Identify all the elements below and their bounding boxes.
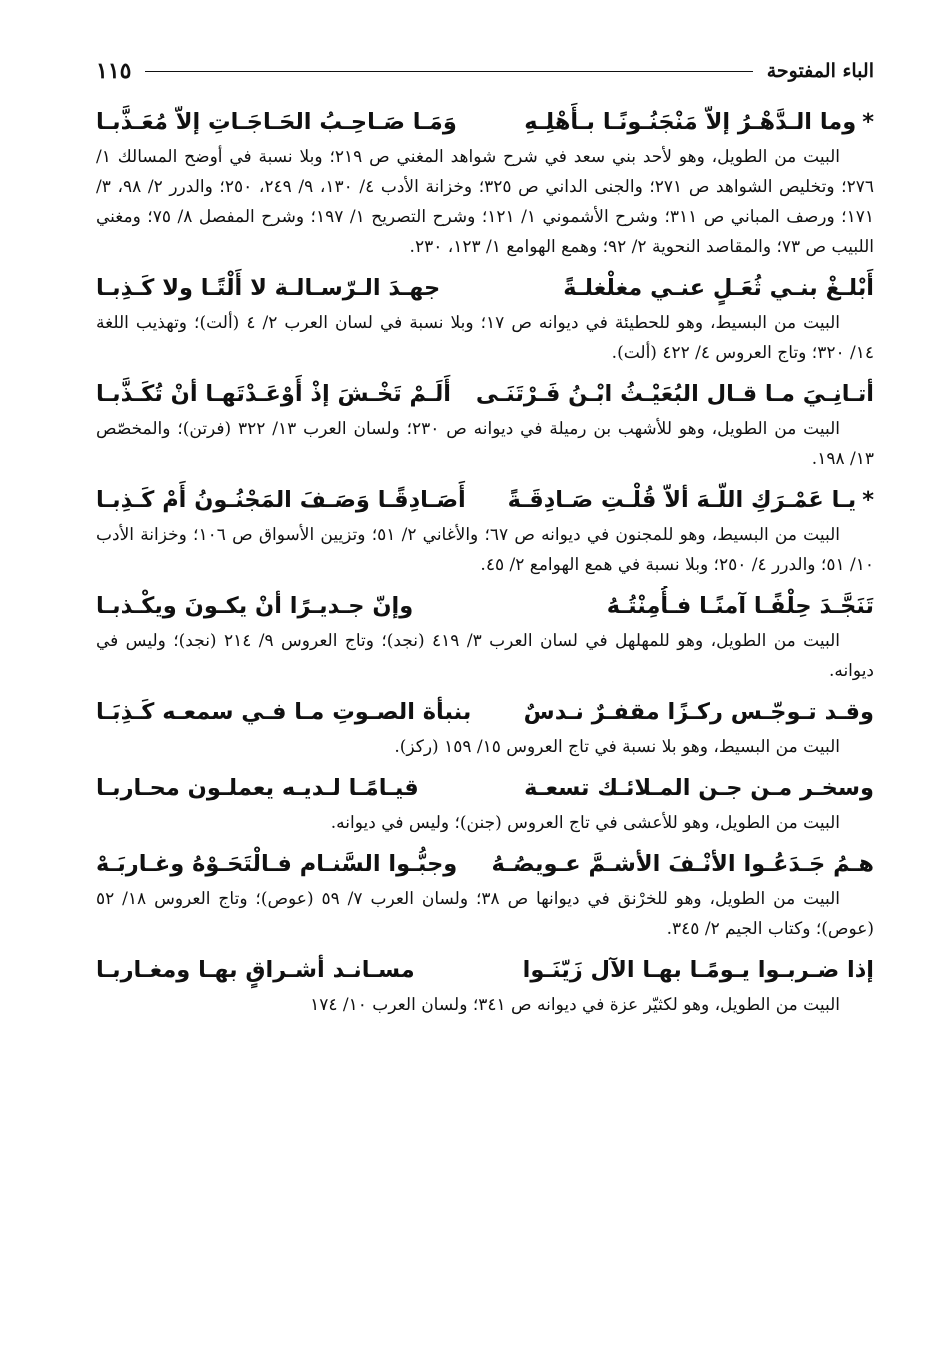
verse-entry (96, 950, 874, 1020)
attribution-note: البيت من البسيط، وهو للمجنون في ديوانه ص ٦٧؛ والأغاني ٢/ ٥١؛ وتزيين الأسواق ص ١٠٦؛ وخزانة الأدب ١٠/ ٥١؛ والدرر ٤/ ٢٥٠؛ وبلا نسبة في همع الهوامع ٢/ ٤٥. (96, 525, 874, 575)
verse-entry (96, 586, 874, 686)
section-title: الباء المفتوحة (766, 60, 874, 82)
first-hemistich-wrap (524, 692, 874, 732)
attribution-note: البيت من الطويل، وهو للأعشى في تاج العروس (جنن)؛ وليس في ديوانه. (330, 813, 840, 833)
verse-entries (96, 102, 874, 1026)
second-hemistich: وإنّ جـديـرًا أنْ يكـونَ ويكْـذبـا (96, 593, 414, 619)
first-hemistich: وسخـر مـن جـن المـلائـك تسعـة (524, 775, 874, 801)
verse-line (96, 374, 874, 414)
asterisk-icon: * (862, 109, 874, 135)
verse-line (96, 268, 874, 308)
verse-entry (96, 374, 874, 474)
verse-line (96, 692, 874, 732)
asterisk-icon: * (862, 487, 874, 513)
first-hemistich: وقـد تـوجّـس ركـزًا مقفـرٌ نـدسٌ (523, 699, 874, 725)
header-rule (145, 71, 752, 72)
first-hemistich-wrap (524, 102, 874, 142)
attribution-note: البيت من البسيط، وهو بلا نسبة في تاج العروس ١٥/ ١٥٩ (ركز). (394, 737, 840, 757)
second-hemistich: أَصَـادِقًـا وَصَـفَ المَجْنُـونُ أَمْ كَـذِبـا (96, 487, 466, 513)
first-hemistich-wrap (607, 586, 874, 626)
second-hemistich: أَلَـمْ تَخْـشَ إذْ أَوْعَـدْتَهـا أنْ تُكَـذَّبـا (96, 381, 452, 407)
attribution-note: البيت من الطويل، وهو للأشهب بن رميلة في ديوانه ص ٢٣٠؛ ولسان العرب ١٣/ ٣٢٢ (فرتن)؛ والمخصّص ١٣/ ١٩٨. (96, 419, 874, 469)
first-hemistich: يـا عَمْـرَكِ اللّـهَ ألاّ قُلْـتِ صَـادِقَـةً (507, 487, 857, 513)
verse-line (96, 480, 874, 520)
first-hemistich: تَنَجَّـدَ حِلْفًـا آمنًـا فـأُمِنْتُـهُ (606, 593, 874, 619)
verse-line (96, 586, 874, 626)
second-hemistich: وجبُّـوا السَّنـام فـالْتَحَـوْهُ وغـاربَـهْ (96, 851, 458, 877)
attribution-note: البيت من الطويل، وهو لأحد بني سعد في شرح شواهد المغني ص ٢١٩؛ وبلا نسبة في أوضح المسالك ١/ ٢٧٦؛ وتخليص الشواهد ص ٢٧١؛ والجنى الداني ص ٣٢٥؛ وخزانة الأدب ٤/ ١٣٠، ٩/ ٢٤٩، ٢٥٠؛ والدرر ٢/ ٩٨، ٣/ ١٧١؛ ورصف المباني ص ٣١١؛ وشرح الأشموني ١/ ١٢١؛ وشرح التصريح ١/ ١٩٧؛ وشرح المفصل ٨/ ٧٥؛ ومغني اللبيب ص ٧٣؛ والمقاصد النحوية ٢/ ٩٢؛ وهمع الهوامع ١/ ١٢٣، ٢٣٠. (96, 147, 874, 257)
verse-line (96, 768, 874, 808)
verse-entry (96, 844, 874, 944)
first-hemistich-wrap (508, 480, 874, 520)
page-number: ١١٥ (96, 58, 132, 84)
first-hemistich: هـمُ جَـدَعُـوا الأنْـفَ الأشـمَّ عـويصُـهُ (491, 851, 874, 877)
first-hemistich-wrap (492, 844, 875, 884)
first-hemistich: أتـانِـيَ مـا قـال البُعَيْـثُ ابْـنُ فَـرْتَنَـى (475, 381, 874, 407)
attribution-note: البيت من الطويل، وهو للخرْنق في ديوانها ص ٣٨؛ ولسان العرب ٧/ ٥٩ (عوص)؛ وتاج العروس ١٨/ ٥٢ (عوص)؛ وكتاب الجيم ٢/ ٣٤٥. (96, 889, 874, 939)
attribution-note: البيت من الطويل، وهو للمهلهل في لسان العرب ٣/ ٤١٩ (نجد)؛ وتاج العروس ٩/ ٢١٤ (نجد)؛ وليس في ديوانه. (96, 631, 874, 681)
verse-line (96, 844, 874, 884)
verse-entry (96, 480, 874, 580)
verse-line (96, 102, 874, 142)
first-hemistich-wrap (524, 768, 874, 808)
attribution-note: البيت من الطويل، وهو لكثيّر عزة في ديوانه ص ٣٤١؛ ولسان العرب ١٠/ ١٧٤ (310, 995, 840, 1015)
verse-line (96, 950, 874, 990)
verse-entry (96, 768, 874, 838)
first-hemistich: أَبْلـغْ بنـي ثُعَـلٍ عنـي مغلْغلـةً (563, 275, 874, 301)
attribution-note: البيت من البسيط، وهو للحطيئة في ديوانه ص ١٧؛ وبلا نسبة في لسان العرب ٢/ ٤ (ألت)؛ وتهذيب اللغة ١٤/ ٣٢٠؛ وتاج العروس ٤/ ٤٢٢ (ألت). (96, 313, 874, 363)
second-hemistich: جهـدَ الـرّسـالـة لا أَلْتًـا ولا كَـذِبـا (96, 275, 441, 301)
first-hemistich: إذا ضـربـوا يـومًـا بهـا الآل زَيّنَـوا (522, 957, 874, 983)
verse-entry (96, 102, 874, 262)
verse-entry (96, 268, 874, 368)
first-hemistich: وما الـدَّهْـرُ إلاّ مَنْجَنُـونًـا بـأَهْلِـهِ (524, 109, 857, 135)
second-hemistich: بنبأة الصـوتِ مـا فـي سمعـه كَـذِبَـا (96, 699, 472, 725)
second-hemistich: قيـامًـا لـديـه يعملـون محـاربـا (96, 775, 419, 801)
first-hemistich-wrap (476, 374, 874, 414)
verse-entry (96, 692, 874, 762)
second-hemistich: مسـانـد أشـراقٍ بهـا ومغـاربـا (96, 957, 415, 983)
second-hemistich: وَمَـا صَـاحِـبُ الحَـاجَـاتِ إلاّ مُعَـذَّبـا (96, 109, 457, 135)
first-hemistich-wrap (563, 268, 874, 308)
running-header (96, 56, 874, 86)
first-hemistich-wrap (523, 950, 874, 990)
